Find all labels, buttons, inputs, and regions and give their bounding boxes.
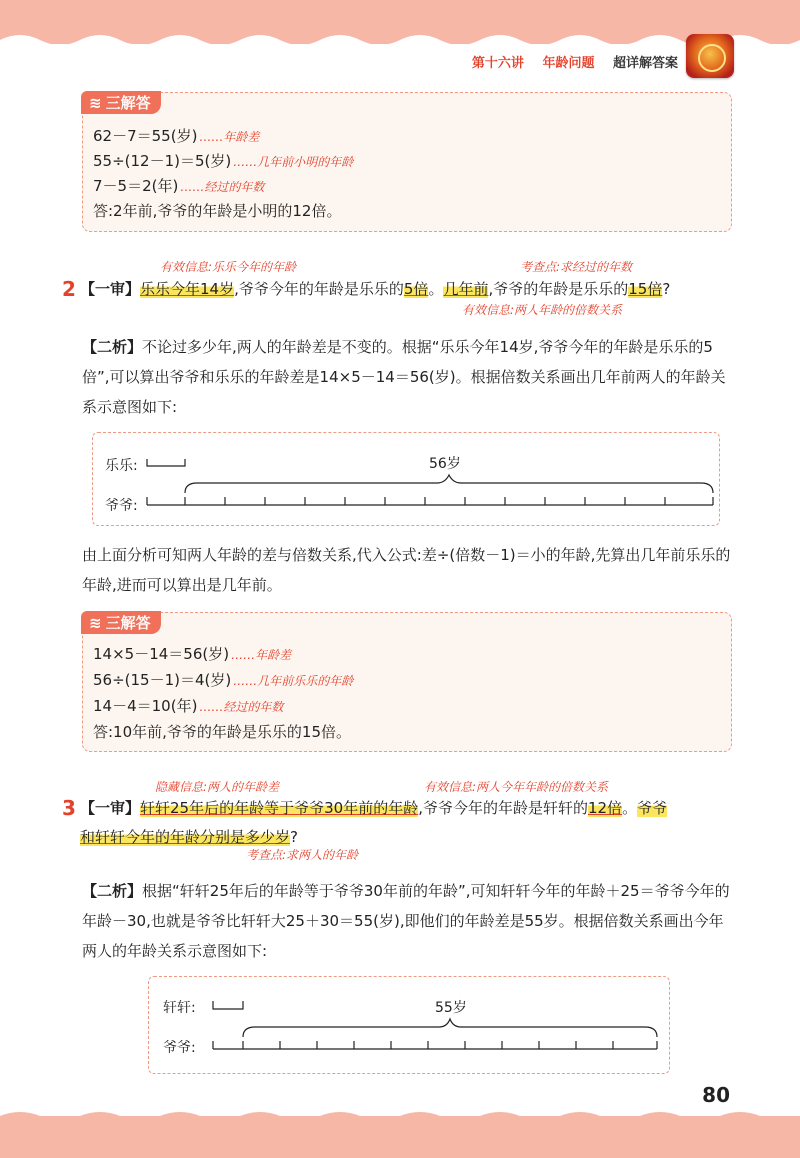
lecture-title: 第十六讲 xyxy=(471,56,524,71)
annotation-right: 考查点:求经过的年数 xyxy=(520,260,633,274)
answer-tag: ≋ 三解答 xyxy=(81,611,161,634)
diagram-difference-label: 56岁 xyxy=(429,456,461,472)
answer-conclusion: 答:2年前,爷爷的年龄是小明的12倍。 xyxy=(93,202,342,220)
diagram-box-q3 xyxy=(148,976,670,1074)
answer-box-2 xyxy=(82,612,732,752)
question-2-text: 【一审】乐乐今年14岁,爷爷今年的年龄是乐乐的5倍。几年前,爷爷的年龄是乐乐的15倍? xyxy=(80,280,671,298)
annotation-right: 有效信息:两人今年年龄的倍数关系 xyxy=(424,780,609,794)
annotation-left: 有效信息:乐乐今年的年龄 xyxy=(160,260,297,274)
conclusion-paragraph: 由上面分析可知两人年龄的差与倍数关系,代入公式:差÷(倍数－1)＝小的年龄,先算出几年前乐乐的年龄,进而可以算出是几年前。 xyxy=(82,546,731,594)
answer-line: 7－5＝2(年) ……经过的年数 xyxy=(93,177,265,195)
analysis-paragraph: 【二析】根据“轩轩25年后的年龄等于爷爷30年前的年龄”,可知轩轩今年的年龄＋25＝爷爷今年的年龄－30,也就是爷爷比轩轩大25＋30＝55(岁),即他们的年龄差是55岁。根据倍数关系画出今年两人的年龄关系示意图如下: xyxy=(82,882,730,960)
book-title: 超详解答案 xyxy=(612,56,678,71)
segment-diagram xyxy=(93,433,719,525)
annotation-below: 有效信息:两人年龄的倍数关系 xyxy=(462,303,623,317)
answer-line: 14－4＝10(年) ……经过的年数 xyxy=(93,697,284,715)
answer-box-1 xyxy=(82,92,732,232)
page-number: 80 xyxy=(702,1083,730,1107)
header-wave-decoration xyxy=(0,30,800,52)
answer-line: 14×5－14＝56(岁) ……年龄差 xyxy=(93,645,292,663)
logo-badge-icon xyxy=(686,34,734,78)
segment-diagram xyxy=(149,977,669,1073)
answer-line: 55÷(12－1)＝5(岁) ……几年前小明的年龄 xyxy=(93,152,354,170)
question-3-text-line2: 和轩轩今年的年龄分别是多少岁? xyxy=(80,828,298,846)
annotation-below: 考查点:求两人的年龄 xyxy=(246,848,359,862)
answer-line: 56÷(15－1)＝4(岁) ……几年前乐乐的年龄 xyxy=(93,671,354,689)
question-number: 2 xyxy=(62,277,76,301)
diagram-label-grandpa: 爷爷: xyxy=(163,1040,196,1056)
analysis-paragraph: 【二析】不论过多少年,两人的年龄差是不变的。根据“乐乐今年14岁,爷爷今年的年龄是乐乐的5倍”,可以算出爷爷和乐乐的年龄差是14×5－14＝56(岁)。根据倍数关系画出几年前两人的年龄关系示意图如下: xyxy=(82,338,726,416)
question-3-text-line1: 【一审】轩轩25年后的年龄等于爷爷30年前的年龄,爷爷今年的年龄是轩轩的12倍。爷爷 xyxy=(80,799,668,817)
diagram-box-q2 xyxy=(92,432,720,526)
question-number: 3 xyxy=(62,796,76,820)
diagram-difference-label: 55岁 xyxy=(435,1000,467,1016)
answer-tag: ≋ 三解答 xyxy=(81,91,161,114)
annotation-left: 隐藏信息:两人的年龄差 xyxy=(155,780,280,794)
answer-line: 62－7＝55(岁) ……年龄差 xyxy=(93,127,260,145)
wave-icon: ≋ xyxy=(89,614,102,632)
diagram-label-child: 轩轩: xyxy=(163,1000,196,1016)
answer-conclusion: 答:10年前,爷爷的年龄是乐乐的15倍。 xyxy=(93,723,351,741)
topic-title: 年龄问题 xyxy=(542,56,595,71)
wave-icon: ≋ xyxy=(89,94,102,112)
diagram-label-grandpa: 爷爷: xyxy=(105,498,138,514)
diagram-label-child: 乐乐: xyxy=(105,458,138,474)
footer-band xyxy=(0,1116,800,1158)
header-titles xyxy=(472,52,678,71)
